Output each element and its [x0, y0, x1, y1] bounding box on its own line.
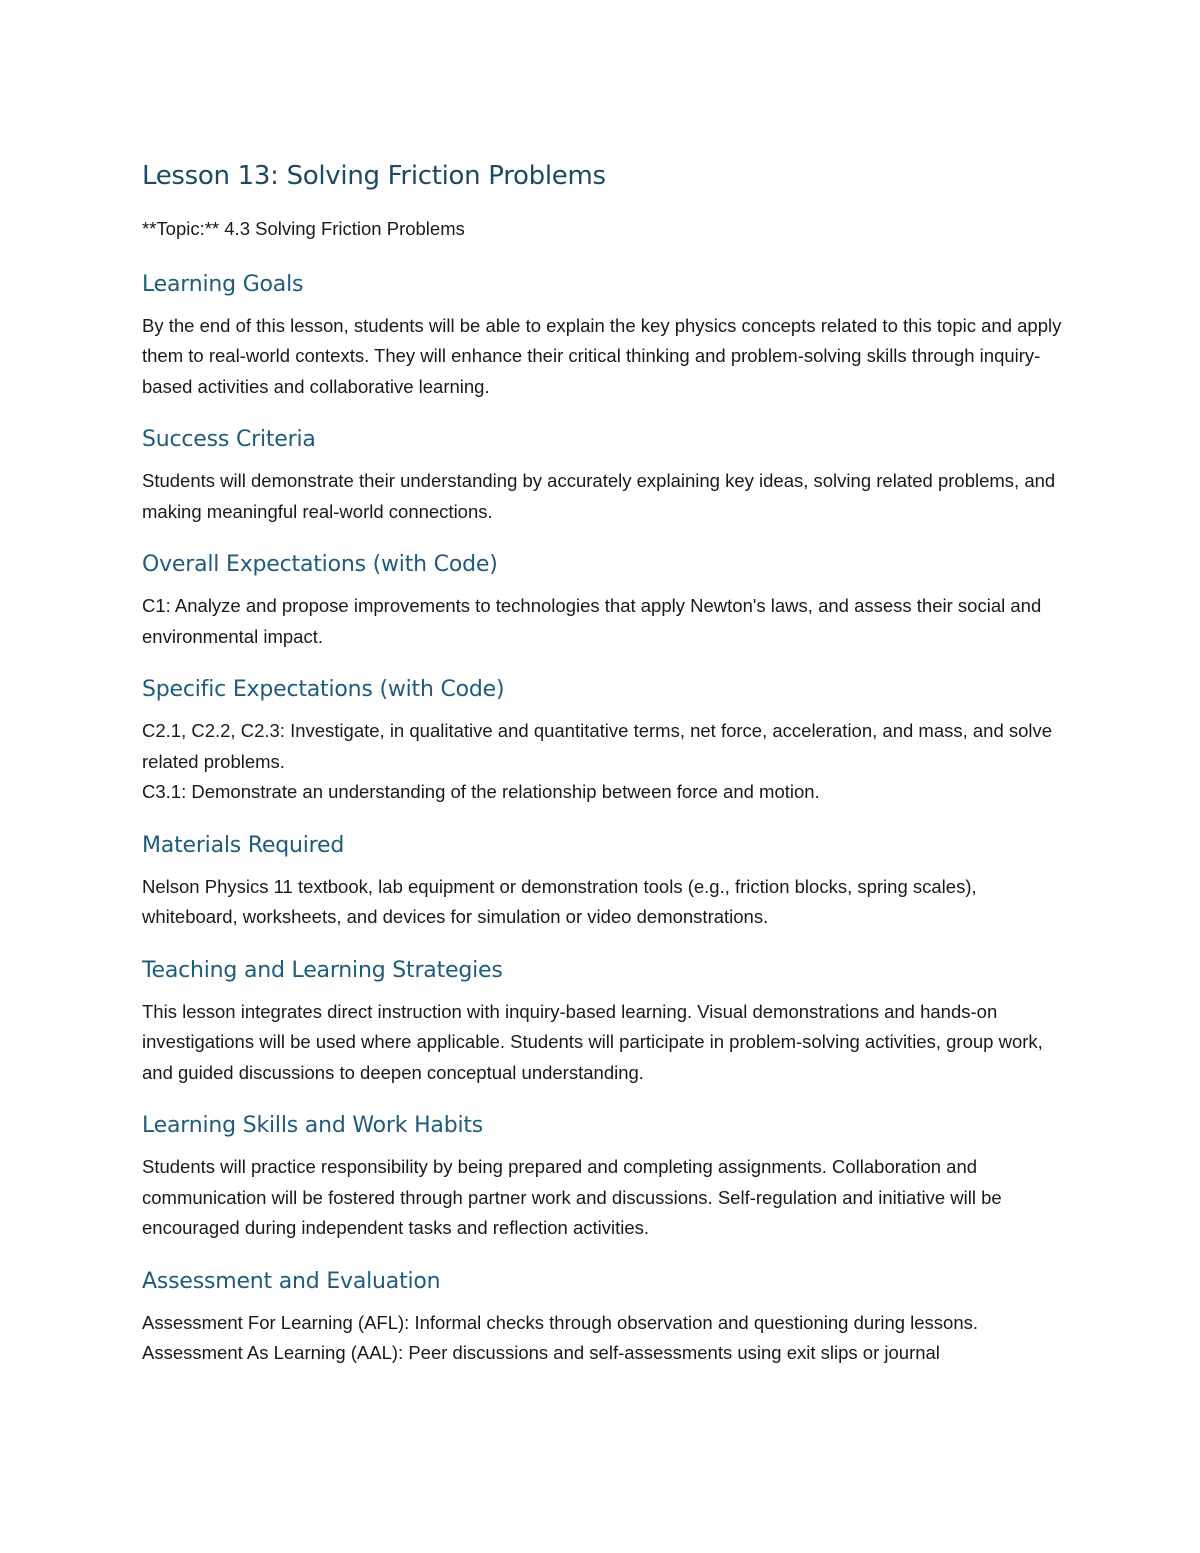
section-materials-required: [142, 830, 1067, 933]
section-heading: Learning Goals: [142, 271, 304, 297]
section-specific-expectations: [142, 674, 1067, 808]
section-heading: Success Criteria: [142, 427, 316, 452]
expectation-line: C2.1, C2.2, C2.3: Investigate, in qualitative and quantitative terms, net force, acceleration, and mass, and solve related problems.: [142, 720, 1053, 772]
section-overall-expectations: [142, 549, 1067, 652]
section-heading: Specific Expectations (with Code): [142, 677, 505, 702]
assessment-line: Assessment For Learning (AFL): Informal checks through observation and questioning during lessons.: [142, 1311, 979, 1333]
topic-line: **Topic:** 4.3 Solving Friction Problems: [142, 218, 465, 239]
section-paragraph: By the end of this lesson, students will be able to explain the key physics concepts related to this topic and apply them to real-world contexts. They will enhance their critical thinking and problem-solving skills through inquiry-based activities and collaborative learning.: [142, 314, 1062, 397]
section-teaching-strategies: [142, 955, 1067, 1089]
section-heading: Teaching and Learning Strategies: [142, 957, 503, 983]
section-success-criteria: [142, 424, 1067, 527]
page-title: Lesson 13: Solving Friction Problems: [142, 161, 606, 191]
section-paragraph: [142, 1308, 1067, 1369]
section-assessment: [142, 1266, 1067, 1369]
assessment-line: Assessment As Learning (AAL): Peer discussions and self-assessments using exit slips or journal: [142, 1342, 940, 1363]
document-page: [142, 158, 1067, 1391]
section-heading: Materials Required: [142, 832, 345, 858]
section-paragraph: This lesson integrates direct instruction with inquiry-based learning. Visual demonstrations and hands-on investigations will be used where applicable. Students will participate in problem-solving activities, group work, and guided discussions to deepen conceptual understanding.: [142, 1000, 1043, 1083]
section-paragraph: Students will practice responsibility by being prepared and completing assignments. Collaboration and communication will be fostered through partner work and discussions. Self-regulation and initiative will be encouraged during independent tasks and reflection activities.: [142, 1156, 1002, 1238]
section-paragraph: C1: Analyze and propose improvements to technologies that apply Newton's laws, and assess their social and environmental impact.: [142, 595, 1042, 647]
expectation-line: C3.1: Demonstrate an understanding of the relationship between force and motion.: [142, 781, 820, 802]
section-paragraph: [142, 716, 1067, 808]
section-heading: Assessment and Evaluation: [142, 1268, 441, 1294]
section-heading: Learning Skills and Work Habits: [142, 1113, 484, 1138]
section-paragraph: Nelson Physics 11 textbook, lab equipment or demonstration tools (e.g., friction blocks, spring scales), whiteboard, worksheets, and devices for simulation or video demonstrations.: [142, 875, 977, 927]
section-learning-skills: [142, 1110, 1067, 1244]
section-heading: Overall Expectations (with Code): [142, 552, 498, 577]
section-paragraph: Students will demonstrate their understanding by accurately explaining key ideas, solving related problems, and making meaningful real-world connections.: [142, 470, 1056, 522]
section-learning-goals: [142, 269, 1067, 403]
